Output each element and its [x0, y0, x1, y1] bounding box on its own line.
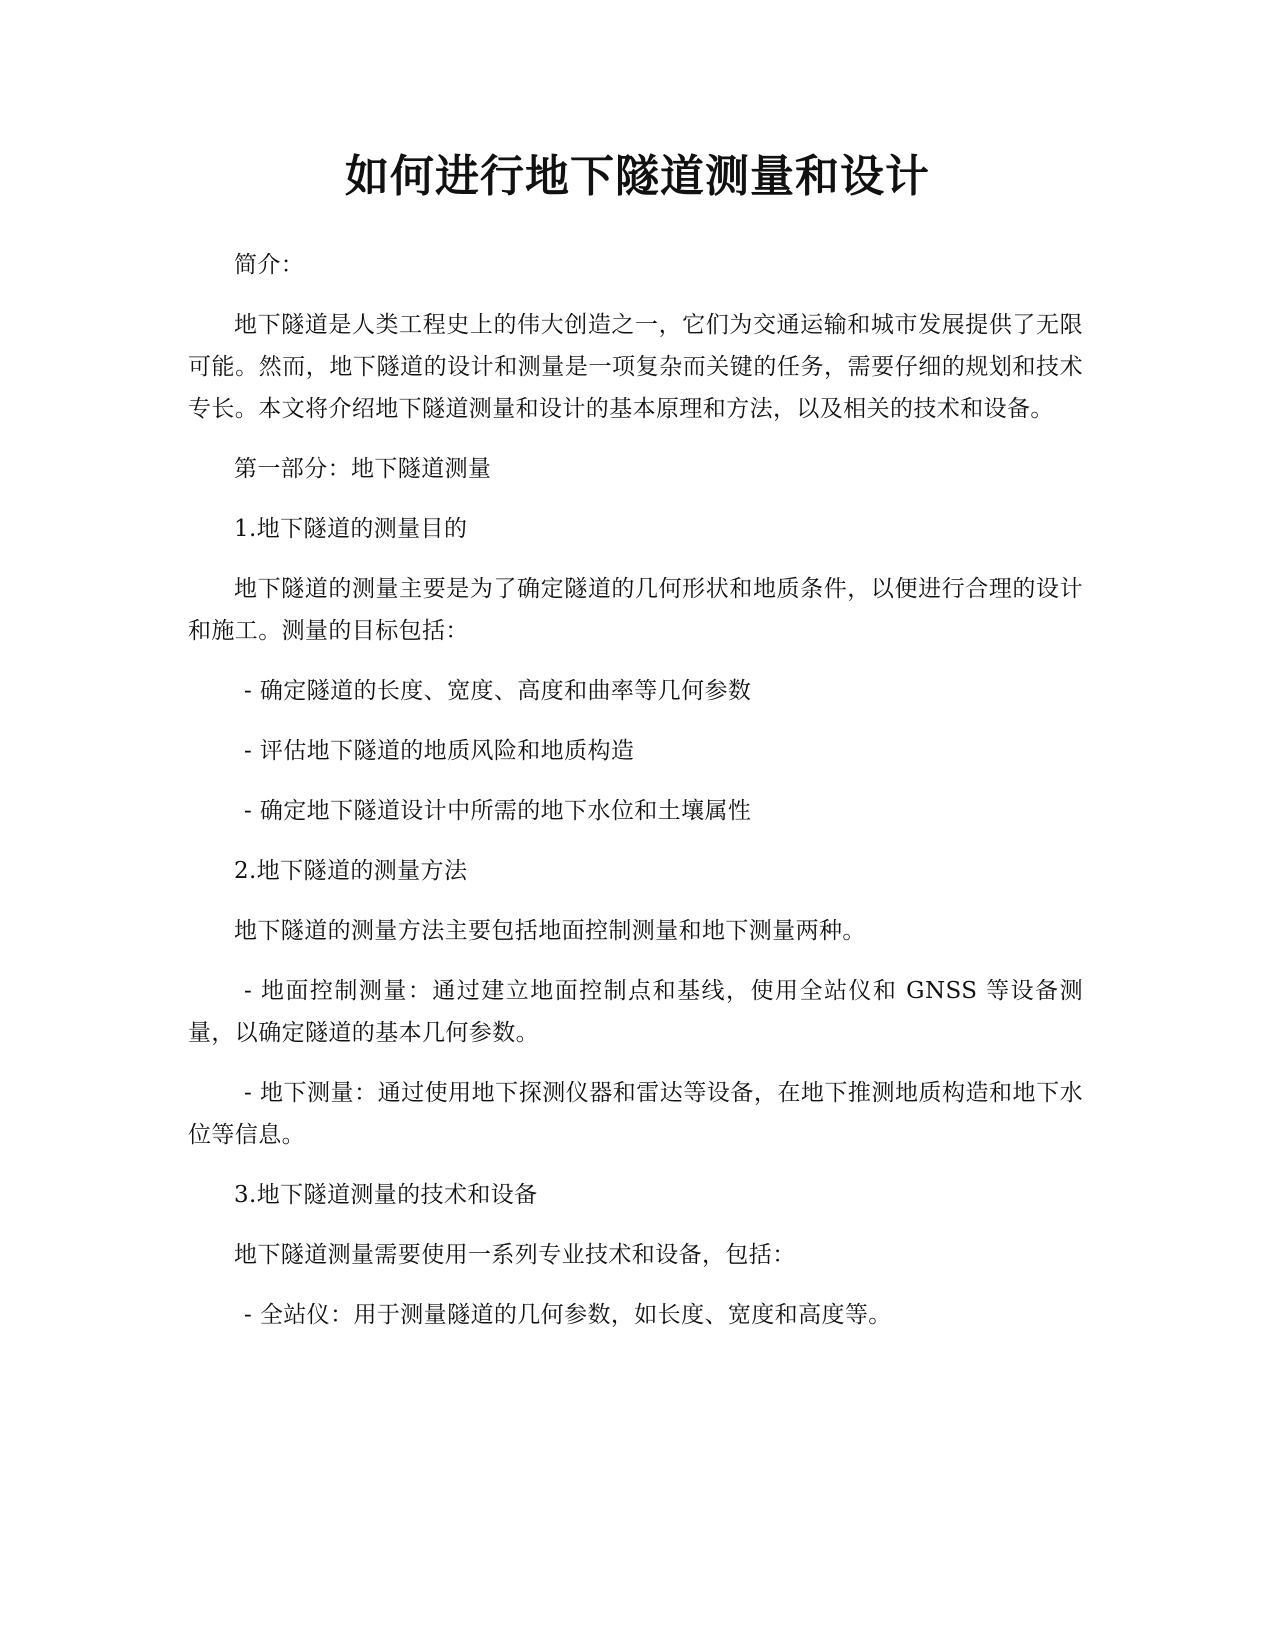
- subsection-heading-2: 2.地下隧道的测量方法: [234, 858, 468, 884]
- bullet-item: - 确定隧道的长度、宽度、高度和曲率等几何参数: [244, 678, 752, 704]
- intro-paragraph: 地下隧道是人类工程史上的伟大创造之一，它们为交通运输和城市发展提供了无限可能。然而，地下隧道的设计和测量是一项复杂而关键的任务，需要仔细的规划和技术专长。本文将介绍地下隧道测量和设计的基本原理和方法，以及相关的技术和设备。: [188, 312, 1083, 422]
- bullet-item: - 地下测量：通过使用地下探测仪器和雷达等设备，在地下推测地质构造和地下水位等信息。: [188, 1080, 1083, 1148]
- bullet-item: - 确定地下隧道设计中所需的地下水位和土壤属性: [244, 798, 752, 824]
- document-title: 如何进行地下隧道测量和设计: [345, 151, 930, 202]
- bullet-item: - 地面控制测量：通过建立地面控制点和基线，使用全站仪和 GNSS 等设备测量，以确定隧道的基本几何参数。: [188, 978, 1083, 1046]
- subsection-heading-1: 1.地下隧道的测量目的: [234, 516, 468, 542]
- paragraph-measurement-purpose: 地下隧道的测量主要是为了确定隧道的几何形状和地质条件，以便进行合理的设计和施工。测量的目标包括：: [188, 576, 1083, 644]
- paragraph-measurement-methods: 地下隧道的测量方法主要包括地面控制测量和地下测量两种。: [234, 918, 866, 944]
- intro-heading: 简介：: [234, 252, 305, 278]
- bullet-item: - 评估地下隧道的地质风险和地质构造: [244, 738, 635, 764]
- paragraph-techniques-equipment: 地下隧道测量需要使用一系列专业技术和设备，包括：: [234, 1242, 796, 1268]
- section-heading-part-one: 第一部分：地下隧道测量: [234, 456, 492, 482]
- bullet-item: - 全站仪：用于测量隧道的几何参数，如长度、宽度和高度等。: [244, 1302, 892, 1328]
- subsection-heading-3: 3.地下隧道测量的技术和设备: [234, 1182, 538, 1208]
- document-body: [188, 244, 1083, 1354]
